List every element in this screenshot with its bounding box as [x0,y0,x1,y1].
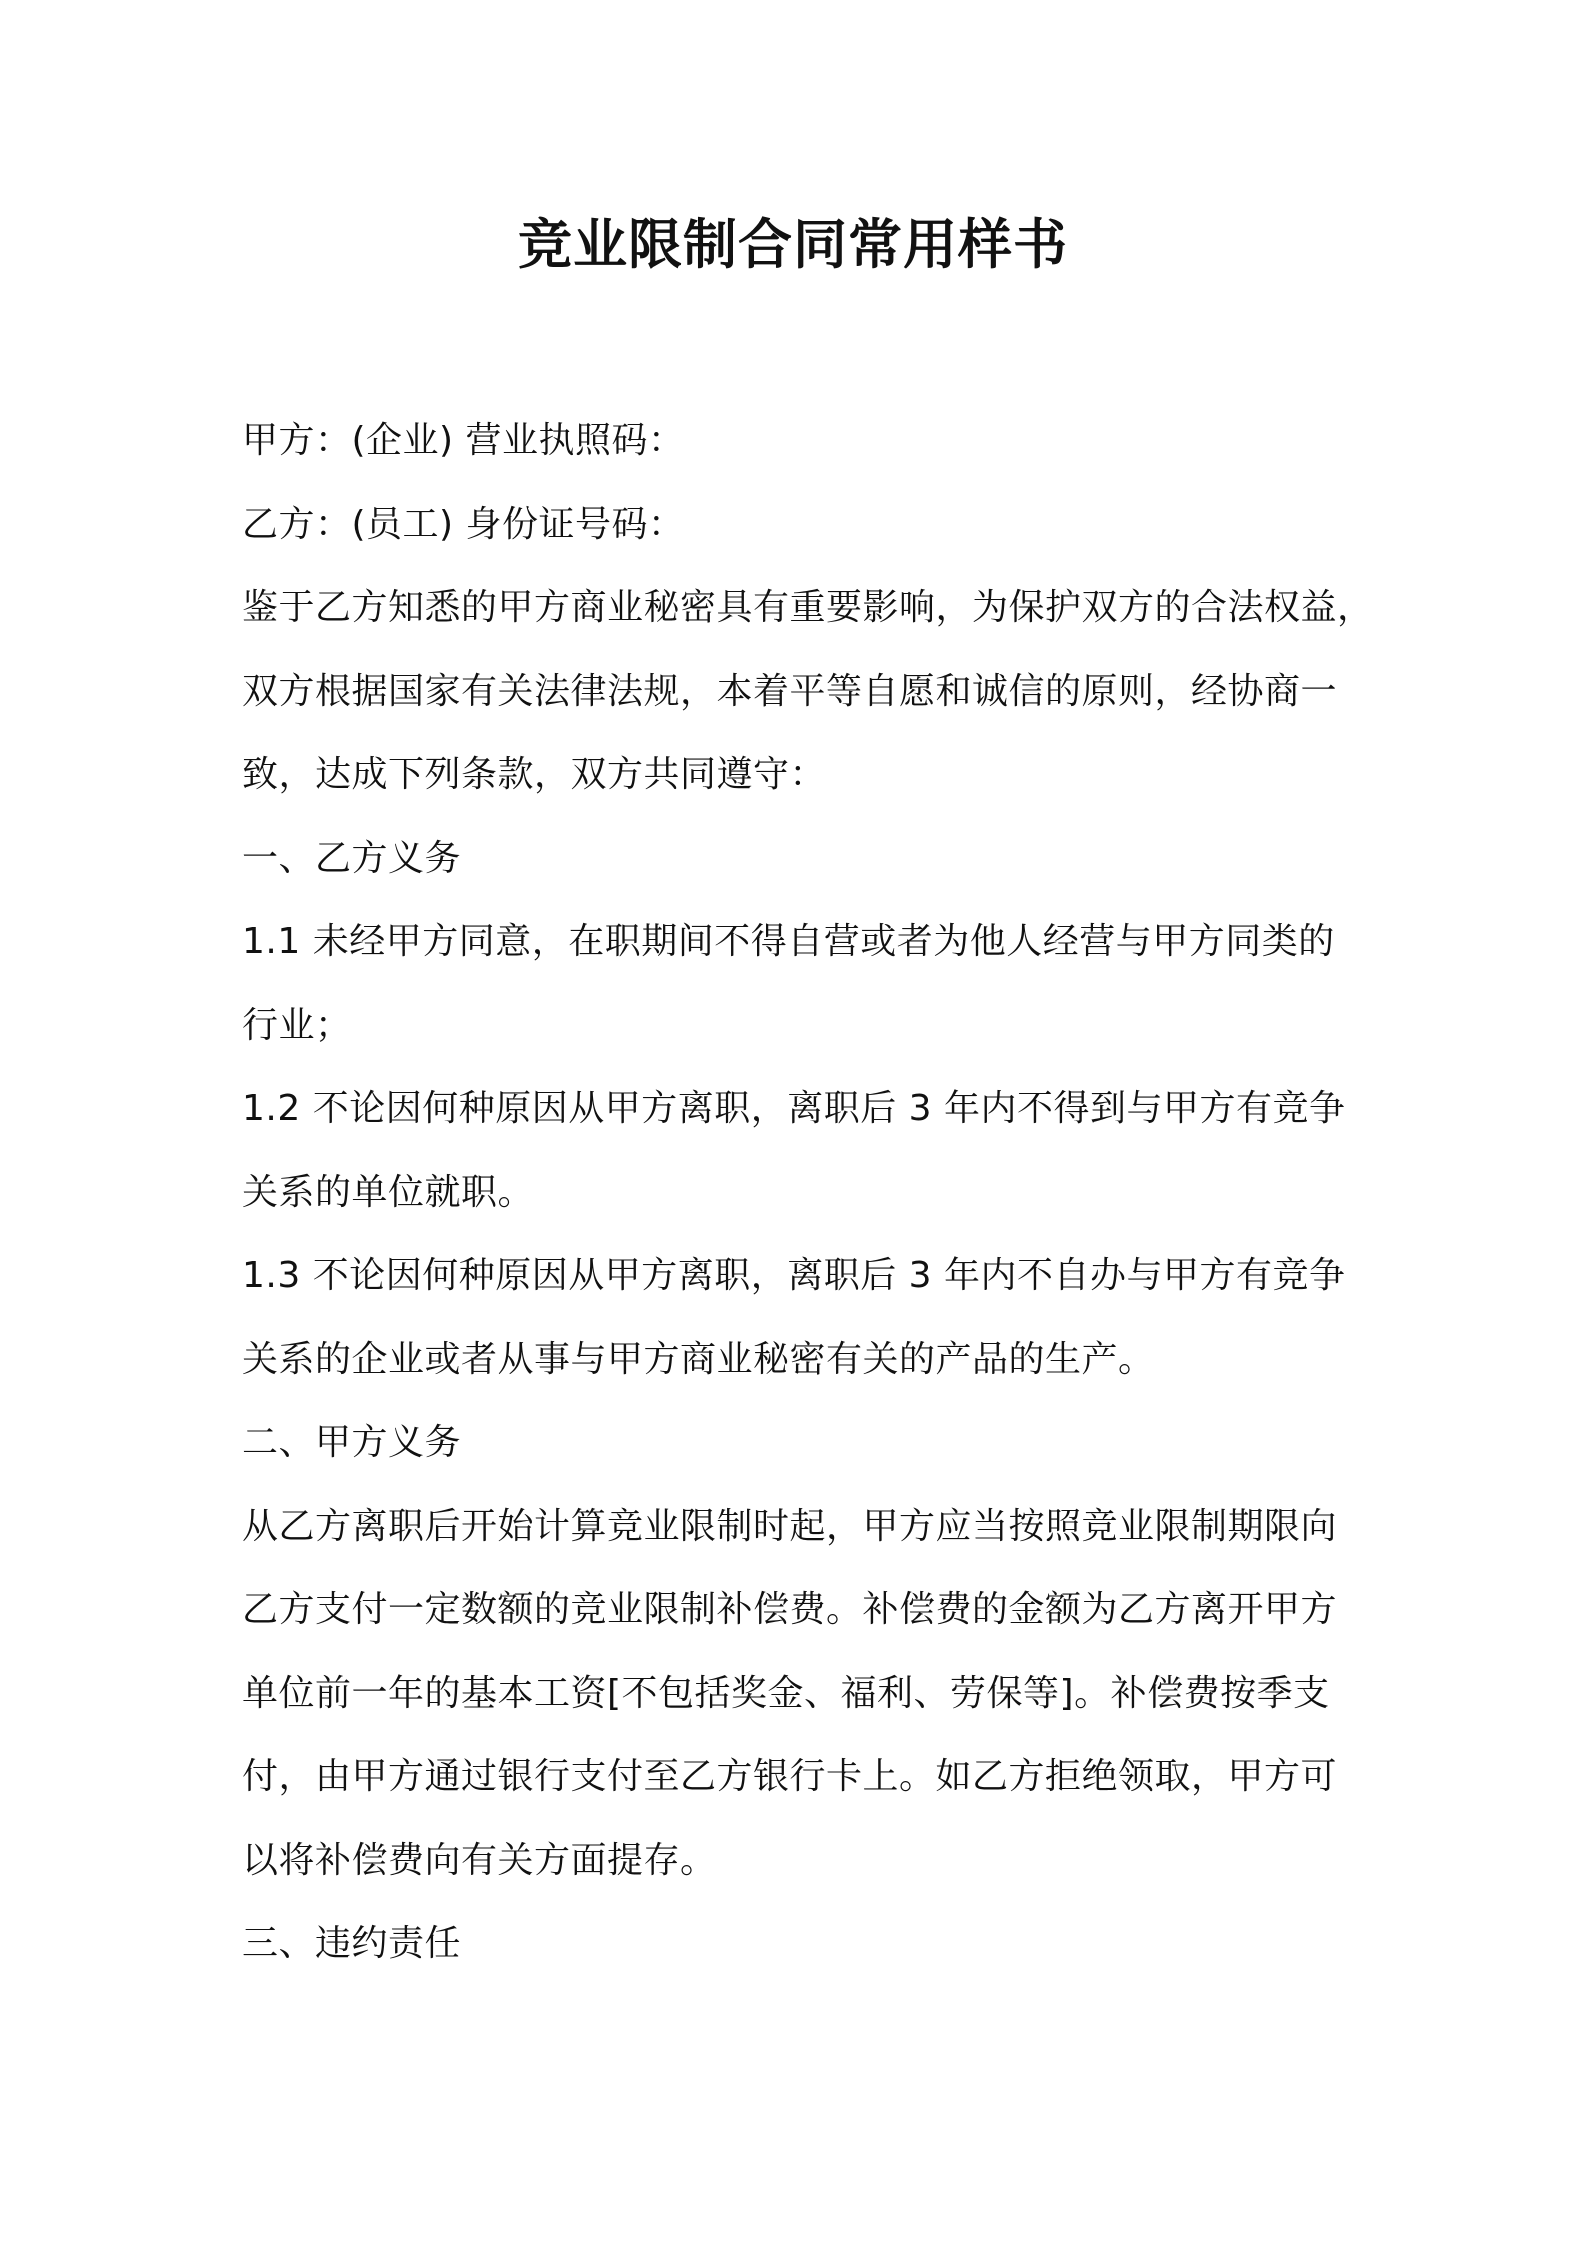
preamble-line-2: 双方根据国家有关法律法规，本着平等自愿和诚信的原则，经协商一 [242,670,1338,712]
preamble-line-3: 致，达成下列条款，双方共同遵守： [242,754,827,795]
section-heading-liability: 三、违约责任 [242,1923,462,1964]
party-a-obligations-line-5: 以将补偿费向有关方面提存。 [242,1839,717,1881]
section-heading-party-a-obligations: 二、甲方义务 [242,1422,462,1463]
clause-1-1-line-2: 行业； [242,1004,352,1046]
clause-1-1-line-1: 1.1 未经甲方同意，在职期间不得自营或者为他人经营与甲方同类的 [242,921,1335,962]
party-b-line: 乙方：(员工) 身份证号码： [242,503,685,545]
clause-1-3-line-2: 关系的企业或者从事与甲方商业秘密有关的产品的生产。 [242,1338,1155,1380]
party-a-obligations-line-4: 付，由甲方通过银行支付至乙方银行卡上。如乙方拒绝领取，甲方可 [242,1756,1338,1797]
document-body [242,399,1374,1986]
party-a-obligations-line-2: 乙方支付一定数额的竞业限制补偿费。补偿费的金额为乙方离开甲方 [242,1589,1338,1630]
document-title: 竞业限制合同常用样书 [518,213,1068,276]
party-a-obligations-line-1: 从乙方离职后开始计算竞业限制时起，甲方应当按照竞业限制期限向 [242,1505,1338,1547]
preamble-line-1: 鉴于乙方知悉的甲方商业秘密具有重要影响，为保护双方的合法权益， [242,587,1374,628]
clause-1-3-line-1: 1.3 不论因何种原因从甲方离职，离职后 3 年内不自办与甲方有竞争 [242,1255,1346,1296]
party-a-line: 甲方：(企业) 营业执照码： [242,420,685,461]
clause-1-2-line-1: 1.2 不论因何种原因从甲方离职，离职后 3 年内不得到与甲方有竞争 [242,1088,1346,1129]
clause-1-2-line-2: 关系的单位就职。 [242,1171,535,1213]
section-heading-party-b-obligations: 一、乙方义务 [242,837,462,879]
party-a-obligations-line-3: 单位前一年的基本工资[不包括奖金、福利、劳保等]。补偿费按季支 [242,1672,1330,1714]
